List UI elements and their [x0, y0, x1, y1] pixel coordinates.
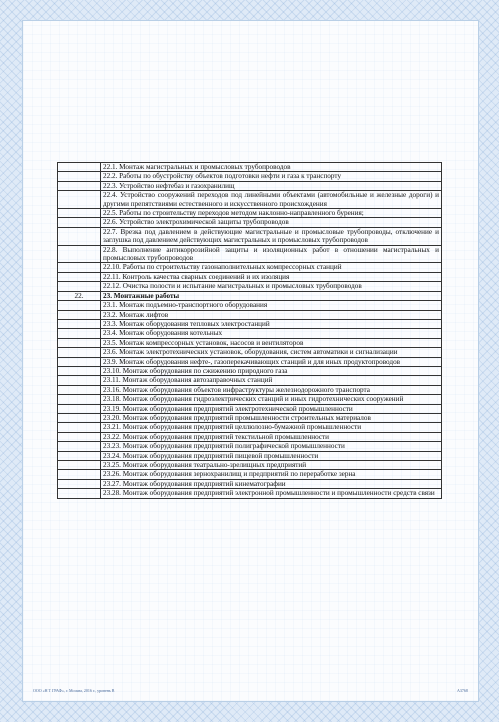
row-number — [58, 282, 101, 291]
row-number — [58, 404, 101, 413]
table-row — [58, 366, 442, 375]
works-table — [57, 162, 442, 499]
table-row — [58, 385, 442, 394]
work-item: 23.6. Монтаж электротехнических установок, оборудования, систем автоматики и сигнализации — [101, 348, 442, 357]
work-item: 23.11. Монтаж оборудования автозаправочных станций — [101, 376, 442, 385]
work-item: 22.11. Контроль качества сварных соединений и их изоляция — [101, 272, 442, 281]
work-item: 23.24. Монтаж оборудования предприятий пищевой промышленности — [101, 451, 442, 460]
row-number — [58, 272, 101, 281]
row-number — [58, 470, 101, 479]
work-item: 23.10. Монтаж оборудования по сжижению природного газа — [101, 366, 442, 375]
row-number — [58, 301, 101, 310]
table-row — [58, 442, 442, 451]
row-number: 22. — [58, 291, 101, 300]
table-row — [58, 310, 442, 319]
table-row — [58, 272, 442, 281]
table-row — [58, 489, 442, 498]
table-row — [58, 338, 442, 347]
table-row — [58, 291, 442, 300]
table-row — [58, 432, 442, 441]
row-number — [58, 181, 101, 190]
table-row — [58, 191, 442, 209]
work-item: 22.4. Устройство сооружений переходов под линейными объектами (автомобильные и железные дороги) и другими препятствиями естественного и искусственного происхождения — [101, 191, 442, 209]
work-item: 22.10. Работы по строительству газонаполнительных компрессорных станций — [101, 263, 442, 272]
table-row — [58, 461, 442, 470]
work-item: 23.9. Монтаж оборудования нефте-, газоперекачивающих станций и для иных продуктопроводов — [101, 357, 442, 366]
row-number — [58, 338, 101, 347]
table-row — [58, 282, 442, 291]
row-number — [58, 385, 101, 394]
work-item: 22.8. Выполнение антикоррозийной защиты и изоляционных работ в отношении магистральных и промысловых трубопроводов — [101, 245, 442, 263]
work-item: 23.27. Монтаж оборудования предприятий кинематографии — [101, 479, 442, 488]
row-number — [58, 319, 101, 328]
row-number — [58, 357, 101, 366]
table-row — [58, 404, 442, 413]
work-item: 23.18. Монтаж оборудования гидроэлектрических станций и иных гидротехнических сооружений — [101, 395, 442, 404]
work-item: 23.21. Монтаж оборудования предприятий целлюлозно-бумажной промышленности — [101, 423, 442, 432]
work-item: 22.5. Работы по строительству переходов методом наклонно-направленного бурения; — [101, 209, 442, 218]
row-number — [58, 263, 101, 272]
row-number — [58, 423, 101, 432]
work-item: 23.22. Монтаж оборудования предприятий текстильной промышленности — [101, 432, 442, 441]
table-row — [58, 263, 442, 272]
row-number — [58, 479, 101, 488]
table-row — [58, 423, 442, 432]
table-row — [58, 245, 442, 263]
table-row — [58, 301, 442, 310]
row-number — [58, 348, 101, 357]
row-number — [58, 432, 101, 441]
table-row — [58, 479, 442, 488]
row-number — [58, 442, 101, 451]
row-number — [58, 376, 101, 385]
table-row — [58, 319, 442, 328]
table-row — [58, 357, 442, 366]
row-number — [58, 366, 101, 375]
table-row — [58, 218, 442, 227]
row-number — [58, 191, 101, 209]
work-item: 23.20. Монтаж оборудования предприятий промышленности строительных материалов — [101, 413, 442, 422]
section-heading: 23. Монтажные работы — [101, 291, 442, 300]
work-item: 22.3. Устройство нефтебаз и газохранилищ — [101, 181, 442, 190]
table-row — [58, 329, 442, 338]
work-item: 22.7. Врезка под давлением в действующие магистральные и промысловые трубопроводы, отключение и заглушка под давлением действующих магистральных и промысловых трубопроводов — [101, 227, 442, 245]
table-row — [58, 227, 442, 245]
table-row — [58, 172, 442, 181]
row-number — [58, 395, 101, 404]
row-number — [58, 461, 101, 470]
row-number — [58, 209, 101, 218]
table-row — [58, 395, 442, 404]
work-item: 23.25. Монтаж оборудования театрально-зрелищных предприятий — [101, 461, 442, 470]
table-row — [58, 376, 442, 385]
row-number — [58, 489, 101, 498]
table-row — [58, 181, 442, 190]
work-item: 23.16. Монтаж оборудования объектов инфраструктуры железнодорожного транспорта — [101, 385, 442, 394]
work-item: 23.2. Монтаж лифтов — [101, 310, 442, 319]
table-row — [58, 348, 442, 357]
row-number — [58, 172, 101, 181]
work-item: 23.3. Монтаж оборудования тепловых электростанций — [101, 319, 442, 328]
footer-printer-info: ООО «Н Т ГРАФ», г. Москва, 2016 г., уровень В — [33, 688, 115, 693]
table-row — [58, 451, 442, 460]
row-number — [58, 245, 101, 263]
work-item: 23.19. Монтаж оборудования предприятий электротехнической промышленности — [101, 404, 442, 413]
row-number — [58, 227, 101, 245]
work-item: 22.12. Очистка полости и испытание магистральных и промысловых трубопроводов — [101, 282, 442, 291]
row-number — [58, 163, 101, 172]
row-number — [58, 329, 101, 338]
work-item: 23.1. Монтаж подъемно-транспортного оборудования — [101, 301, 442, 310]
work-item: 22.1. Монтаж магистральных и промысловых трубопроводов — [101, 163, 442, 172]
row-number — [58, 310, 101, 319]
row-number — [58, 451, 101, 460]
table-row — [58, 413, 442, 422]
work-item: 23.26. Монтаж оборудования зернохранилищ и предприятий по переработке зерна — [101, 470, 442, 479]
table-row — [58, 470, 442, 479]
row-number — [58, 218, 101, 227]
footer-serial-number: A3768 — [457, 688, 468, 693]
table-row — [58, 209, 442, 218]
work-item: 22.2. Работы по обустройству объектов подготовки нефти и газа к транспорту — [101, 172, 442, 181]
work-item: 22.6. Устройство электрохимической защиты трубопроводов — [101, 218, 442, 227]
work-item: 23.5. Монтаж компрессорных установок, насосов и вентиляторов — [101, 338, 442, 347]
work-item: 23.4. Монтаж оборудования котельных — [101, 329, 442, 338]
table-row — [58, 163, 442, 172]
work-item: 23.23. Монтаж оборудования предприятий полиграфической промышленности — [101, 442, 442, 451]
row-number — [58, 413, 101, 422]
work-item: 23.28. Монтаж оборудования предприятий электронной промышленности и промышленности средств связи — [101, 489, 442, 498]
